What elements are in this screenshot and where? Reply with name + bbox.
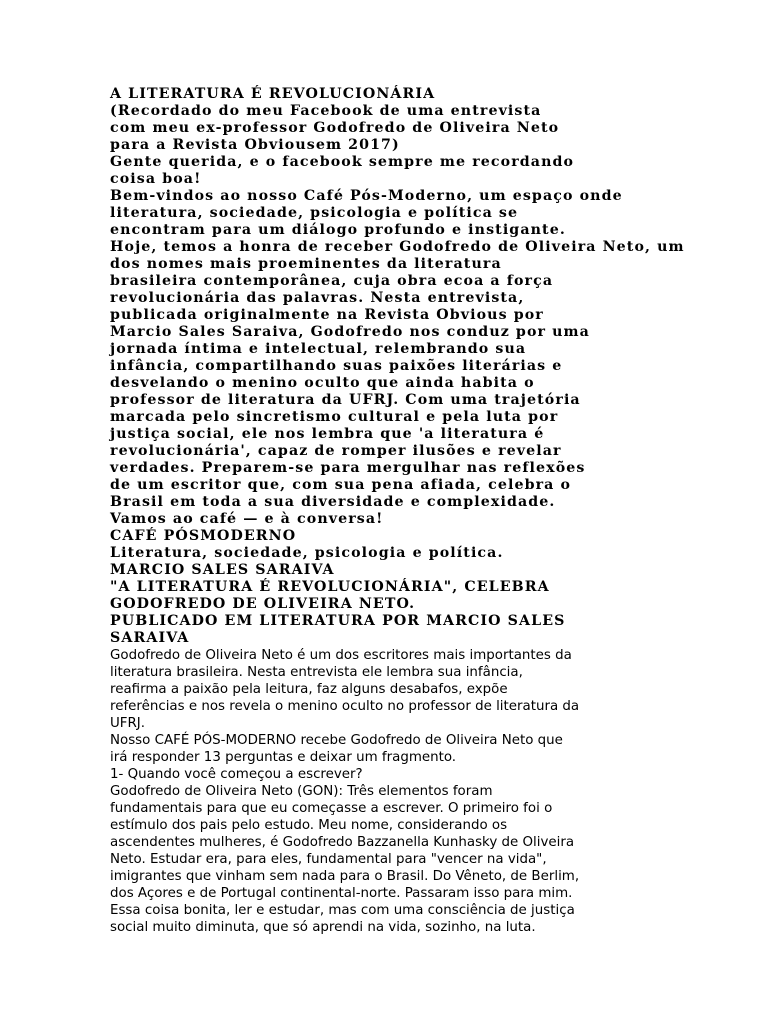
- answer-line: dos Açores e de Portugal continental-norte. Passaram isso para mim.: [110, 886, 573, 901]
- intro-line: Vamos ao café — e à conversa!: [110, 511, 384, 527]
- intro-line: jornada íntima e intelectual, relembrando sua: [110, 341, 527, 357]
- body-line: UFRJ.: [110, 716, 146, 731]
- author-name: MARCIO SALES SARAIVA: [110, 562, 335, 578]
- intro-line: brasileira contemporânea, cuja obra ecoa a força: [110, 273, 554, 289]
- answer-line: social muito diminuta, que só aprendi na vida, sozinho, na luta.: [110, 920, 536, 935]
- intro-line: de um escritor que, com sua pena afiada, celebra o: [110, 477, 572, 493]
- intro-line: dos nomes mais proeminentes da literatura: [110, 256, 502, 272]
- intro-line: marcada pelo sincretismo cultural e pela luta por: [110, 409, 559, 425]
- body-line: irá responder 13 perguntas e deixar um fragmento.: [110, 750, 457, 765]
- body-line: Nosso CAFÉ PÓS-MODERNO recebe Godofredo de Oliveira Neto que: [110, 733, 563, 748]
- intro-line: Brasil em toda a sua diversidade e complexidade.: [110, 494, 556, 510]
- interview-body: [110, 647, 750, 936]
- intro-line: revolucionária das palavras. Nesta entrevista,: [110, 290, 525, 306]
- intro-line: professor de literatura da UFRJ. Com uma trajetória: [110, 392, 581, 408]
- article-headline: GODOFREDO DE OLIVEIRA NETO.: [110, 596, 416, 612]
- section-title: CAFÉ PÓSMODERNO: [110, 528, 297, 544]
- intro-line: justiça social, ele nos lembra que 'a literatura é: [110, 426, 545, 442]
- intro-line: Marcio Sales Saraiva, Godofredo nos conduz por uma: [110, 324, 590, 340]
- question-line: 1- Quando você começou a escrever?: [110, 767, 363, 782]
- answer-line: fundamentais para que eu começasse a escrever. O primeiro foi o: [110, 801, 553, 816]
- answer-line: Neto. Estudar era, para eles, fundamental para "vencer na vida",: [110, 852, 547, 867]
- intro-line: (Recordado do meu Facebook de uma entrevista: [110, 103, 542, 119]
- intro-line: revolucionária', capaz de romper ilusões e revelar: [110, 443, 562, 459]
- intro-line: verdades. Preparem-se para mergulhar nas reflexões: [110, 460, 586, 476]
- intro-line: Bem-vindos ao nosso Café Pós-Moderno, um espaço onde: [110, 188, 623, 204]
- section-subtitle: Literatura, sociedade, psicologia e política.: [110, 545, 504, 561]
- article-headline: "A LITERATURA É REVOLUCIONÁRIA", CELEBRA: [110, 579, 550, 595]
- document-page: [110, 86, 750, 936]
- intro-line: coisa boa!: [110, 171, 202, 187]
- body-line: referências e nos revela o menino oculto no professor de literatura da: [110, 699, 580, 714]
- answer-line: Essa coisa bonita, ler e estudar, mas com uma consciência de justiça: [110, 903, 575, 918]
- answer-line: estímulo dos pais pelo estudo. Meu nome, considerando os: [110, 818, 508, 833]
- intro-line: encontram para um diálogo profundo e instigante.: [110, 222, 566, 238]
- answer-line: Godofredo de Oliveira Neto (GON): Três elementos foram: [110, 784, 493, 799]
- intro-line: Gente querida, e o facebook sempre me recordando: [110, 154, 575, 170]
- body-line: literatura brasileira. Nesta entrevista ele lembra sua infância,: [110, 665, 523, 680]
- intro-line: desvelando o menino oculto que ainda habita o: [110, 375, 535, 391]
- intro-line: para a Revista Obviousem 2017): [110, 137, 400, 153]
- intro-line: Hoje, temos a honra de receber Godofredo de Oliveira Neto, um: [110, 239, 685, 255]
- intro-line: publicada originalmente na Revista Obvious por: [110, 307, 544, 323]
- intro-line: com meu ex-professor Godofredo de Oliveira Neto: [110, 120, 560, 136]
- publication-byline: PUBLICADO EM LITERATURA POR MARCIO SALES: [110, 613, 566, 629]
- intro-line: infância, compartilhando suas paixões literárias e: [110, 358, 563, 374]
- intro-line: literatura, sociedade, psicologia e política se: [110, 205, 519, 221]
- body-line: reafirma a paixão pela leitura, faz alguns desabafos, expõe: [110, 682, 508, 697]
- publication-byline: SARAIVA: [110, 630, 190, 646]
- answer-line: imigrantes que vinham sem nada para o Brasil. Do Vêneto, de Berlim,: [110, 869, 580, 884]
- interview-intro: [110, 86, 750, 647]
- answer-line: ascendentes mulheres, é Godofredo Bazzanella Kunhasky de Oliveira: [110, 835, 575, 850]
- body-line: Godofredo de Oliveira Neto é um dos escritores mais importantes da: [110, 648, 572, 663]
- document-title: A LITERATURA É REVOLUCIONÁRIA: [110, 86, 436, 102]
